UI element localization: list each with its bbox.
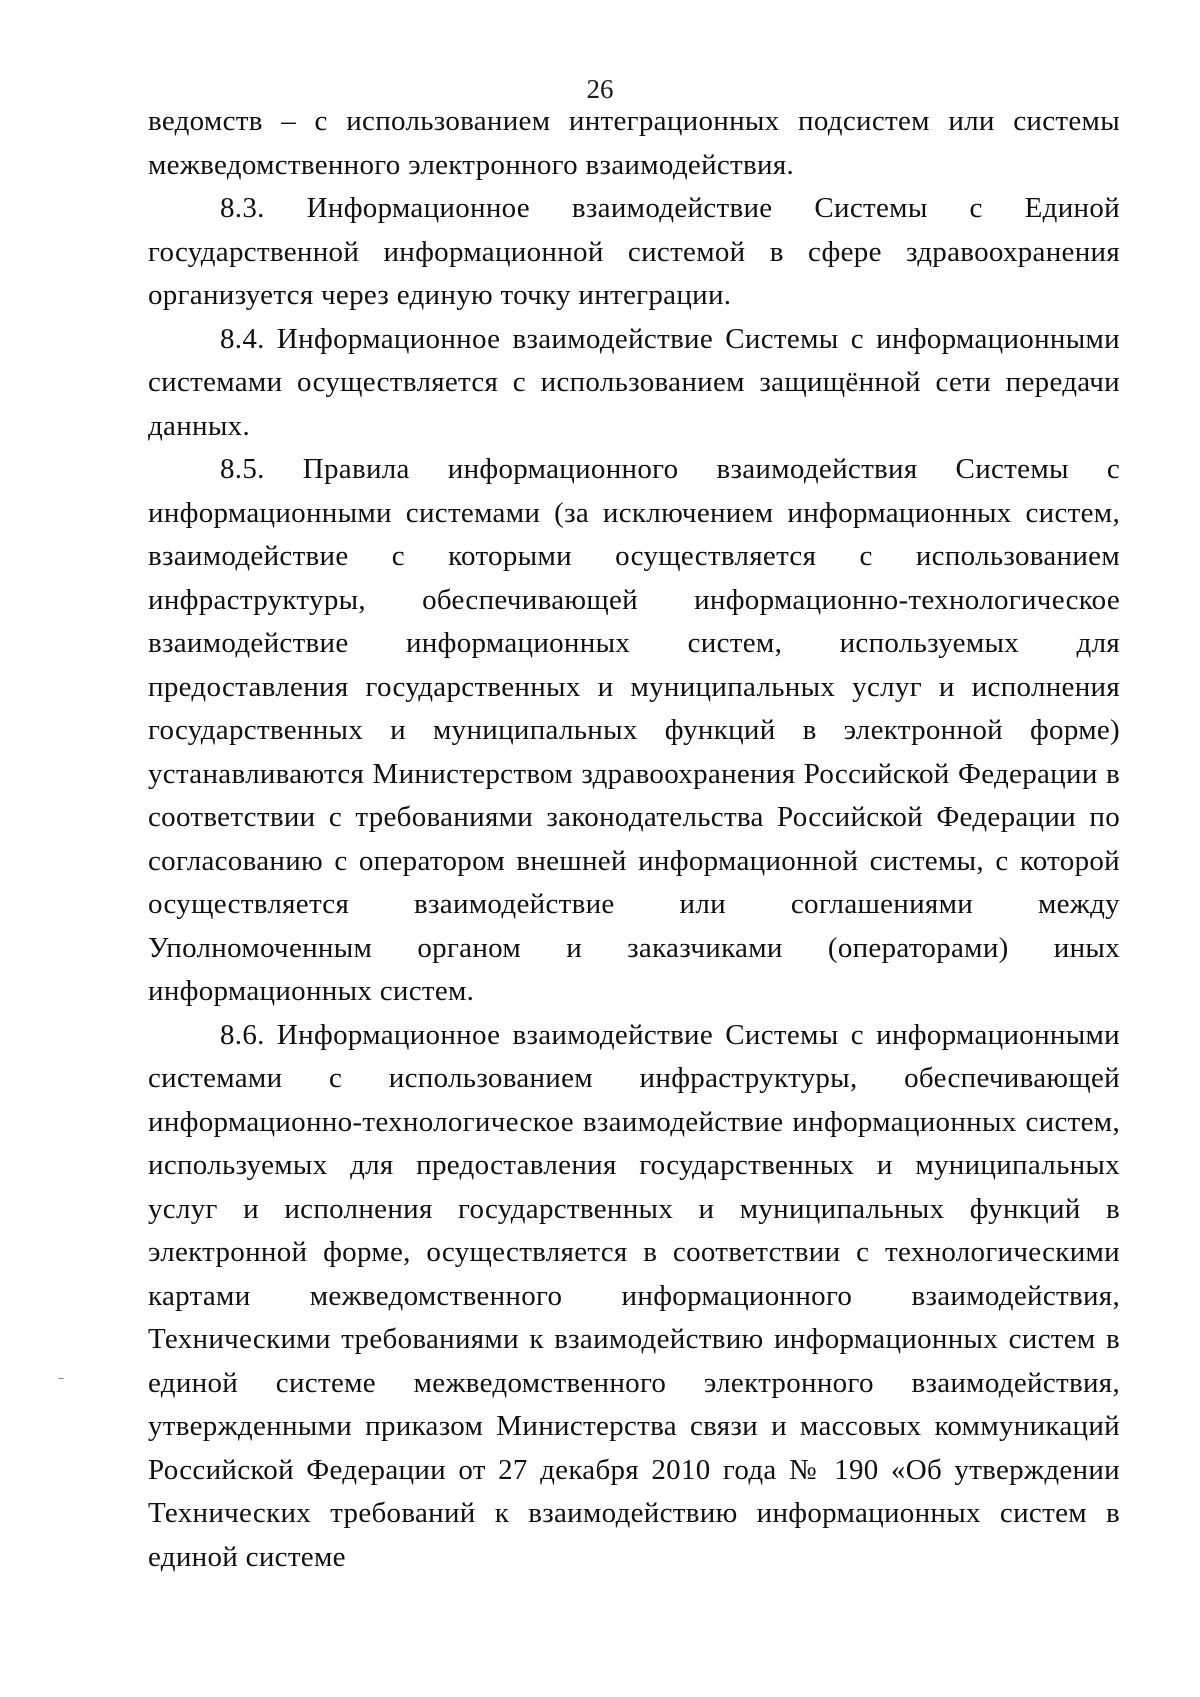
paragraph-8-5: 8.5. Правила информационного взаимодействия Системы с информационными системами (за исключением информационных систем, взаимодействие с которыми осуществляется с использованием инфраструктуры, обеспечивающей информационно-технологическое взаимодействие информационных систем, используемых для предоставления государственных и муниципальных услуг и исполнения государственных и муниципальных функций в электронной форме) устанавливаются Министерством здравоохранения Российской Федерации в соответствии с требованиями законодательства Российской Федерации по согласованию с оператором внешней информационной системы, с которой осуществляется взаимодействие или соглашениями между Уполномоченным органом и заказчиками (операторами) иных информационных систем. (148, 453, 1120, 1007)
scan-artifact (58, 1378, 64, 1379)
page-number: 26 (586, 74, 614, 104)
paragraph-8-4: 8.4. Информационное взаимодействие Системы с информационными системами осуществляется с использованием защищённой сети передачи данных. (148, 322, 1120, 442)
paragraph-continuation: ведомств – с использованием интеграционных подсистем или системы межведомственного электронного взаимодействия. (148, 105, 1120, 181)
document-body (148, 100, 1120, 1579)
paragraph-8-6: 8.6. Информационное взаимодействие Системы с информационными системами с использованием инфраструктуры, обеспечивающей информационно-технологическое взаимодействие информационных систем, используемых для предоставления государственных и муниципальных услуг и исполнения государственных и муниципальных функций в электронной форме, осуществляется в соответствии с технологическими картами межведомственного информационного взаимодействия, Техническими требованиями к взаимодействию информационных систем в единой системе межведомственного электронного взаимодействия, утвержденными приказом Министерства связи и массовых коммуникаций Российской Федерации от 27 декабря 2010 года № 190 «Об утверждении Технических требований к взаимодействию информационных систем в единой системе (148, 1018, 1120, 1573)
paragraph-8-3: 8.3. Информационное взаимодействие Системы с Единой государственной информационной системой в сфере здравоохранения организуется через единую точку интеграции. (148, 192, 1120, 311)
